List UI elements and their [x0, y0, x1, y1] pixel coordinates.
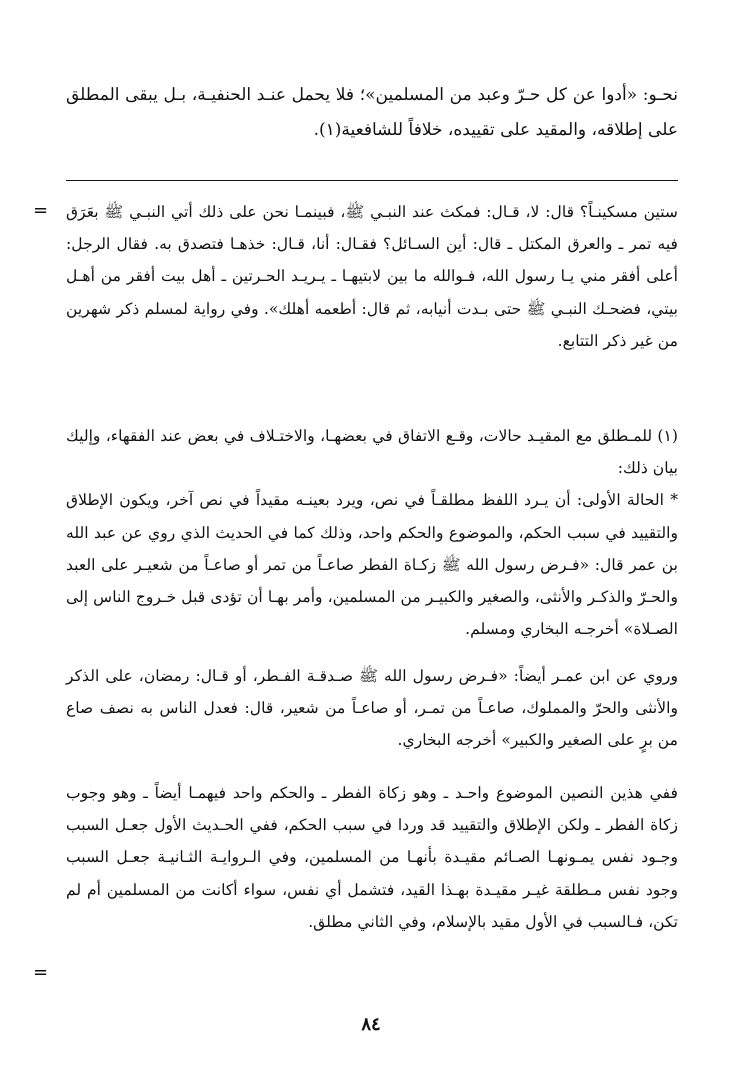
continuation-marker-top: =	[33, 200, 49, 221]
footnote-hadith-two: وروي عن ابن عمـر أيضاً: «فـرض رسول الله ﷺ صـدقـة الفـطر، أو قـال: رمضان، على الذكر والأنثى والحرّ والمملوك، صاعـاً من تمـر، أو صاعـاً من شعير، قال: فعدل الناس به نصف صاع من برٍ على الصغير والكبير» أخرجه البخاري.	[66, 667, 678, 750]
footnote-separator	[66, 180, 678, 181]
footnote-1-intro: (١) للمـطلق مع المقيـد حالات، وقـع الاتفاق في بعضهـا، والاختـلاف في بعض عند الفقهاء، وإليك بيان ذلك:	[66, 427, 678, 478]
main-paragraph: نحـو: «أدوا عن كل حـرّ وعبد من المسلمين»؛ فلا يحمل عنـد الحنفيـة، بـل يبقى المطلق على إطلاقه، والمقيد على تقييده، خلافاً للشافعية(١).	[66, 85, 678, 140]
page-number: ٨٤	[361, 1014, 381, 1035]
footnote-1-case-one: * الحالة الأولى: أن يـرد اللفظ مطلقـاً في نص، ويرد بعينـه مقيداً في نص آخر، ويكون الإطلاق والتقييد في سبب الحكم، والموضوع والحكم واحد، وذلك كما في الحديث الذي روي عن عبد الله بن عمر قال: «فـرض رسول الله ﷺ زكـاة الفطر صاعـاً من تمر أو صاعـاً من شعيـر على العبد والحـرّ والذكـر والأنثى، والصغير والكبيـر من المسلمين، وأمر بهـا أن تؤدى قبل خـروج الناس إلى الصـلاة» أخرجـه البخاري ومسلم.	[66, 491, 678, 639]
footnote-1	[66, 420, 678, 645]
footnote-analysis: ففي هذين النصين الموضوع واحـد ـ وهو زكاة الفطر ـ والحكم واحد فيهمـا أيضاً ـ وهو وجوب زكاة الفطر ـ ولكن الإطلاق والتقييد قد وردا في سبب الحكم، ففي الحـديث الأول جعـل السبب وجـود نفس يمـونهـا الصـائم مقيـدة بأنهـا من المسلمين، وفي الـروايـة الثـانيـة جعـل السبب وجود نفس مـطلقة غيـر مقيـدة بهـذا القيد، فتشمل أي نفس، سواء أكانت من المسلمين أم لم تكن، فـالسبب في الأول مقيد بالإسلام، وفي الثاني مطلق.	[66, 784, 678, 931]
continuation-marker-bottom: =	[33, 962, 49, 983]
footnote-continuation: ستين مسكينـاً؟ قال: لا، قـال: فمكث عند النبـي ﷺ، فبينمـا نحن على ذلك أتي النبـي ﷺ بعَرَق فيه تمر ـ والعرق المكتل ـ قال: أين السـائل؟ فقـال: أنا، قـال: خذهـا فتصدق به. فقال الرجل: أعلى أفقر مني يـا رسول الله، فـوالله ما بين لابتيهـا ـ يـريـد الحـرتين ـ أهل بيت أفقر من أهـل بيتي، فضحـك النبـي ﷺ حتى بـدت أنيابه، ثم قال: أطعمه أهلك». وفي رواية لمسلم ذكر شهرين من غير ذكر التتابع.	[66, 203, 678, 350]
